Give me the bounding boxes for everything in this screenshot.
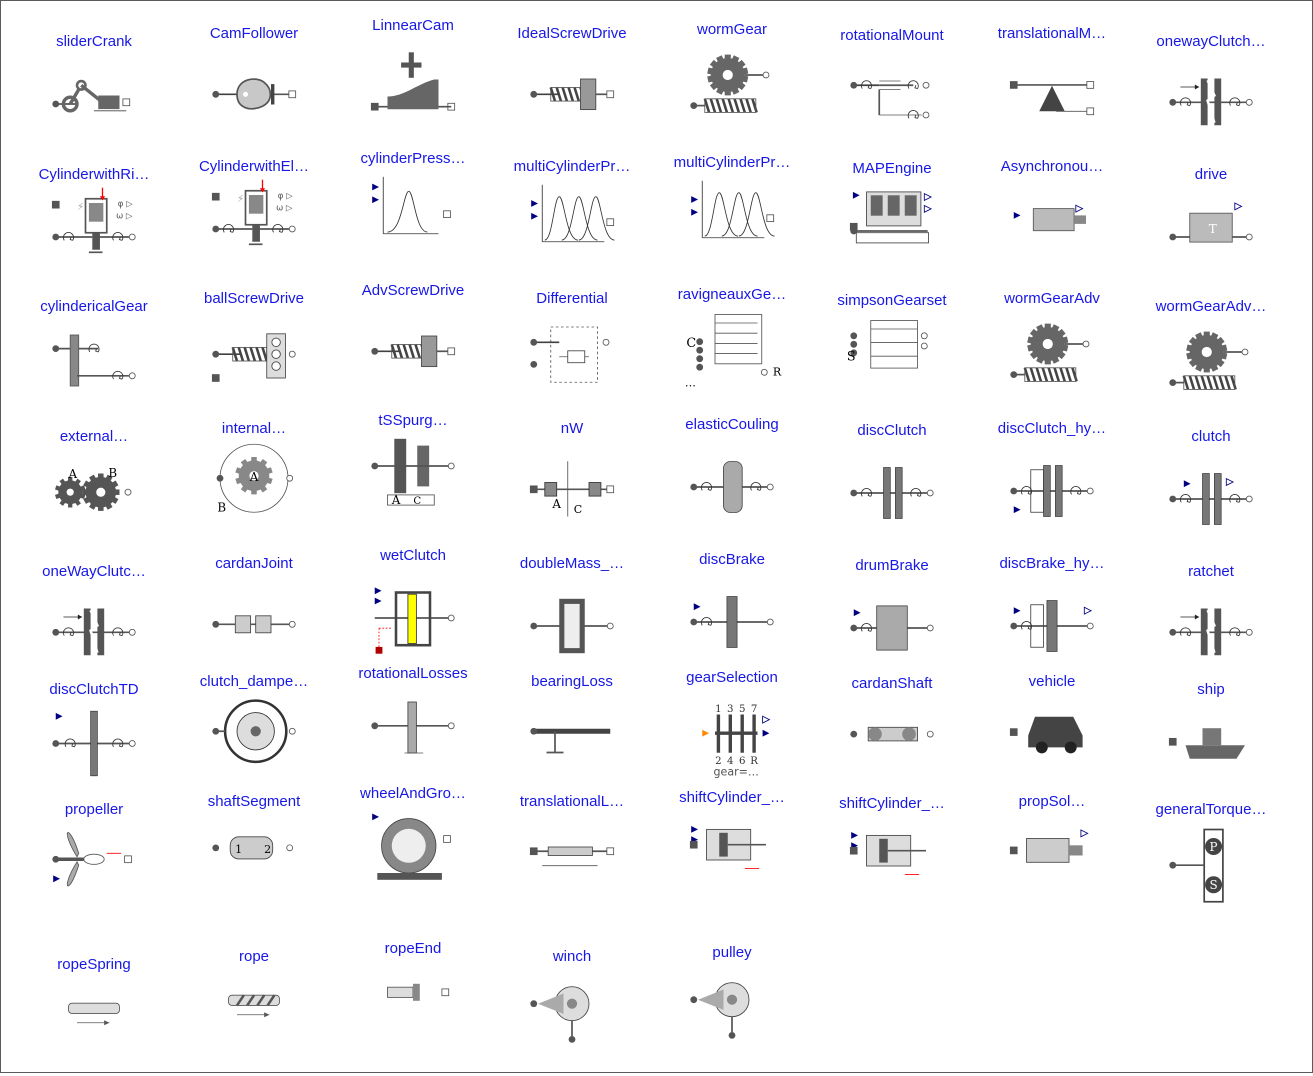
screw-drive-icon: [363, 302, 463, 387]
component-advscrewdrive[interactable]: [338, 282, 488, 402]
component-bearingloss[interactable]: [497, 673, 647, 793]
component-ropeend[interactable]: [338, 940, 488, 1060]
translational-losses-icon: [522, 813, 622, 898]
oneway-clutch-icon: [1161, 53, 1261, 138]
svg-text:R: R: [750, 755, 758, 767]
multi-pressure-curve-icon: [682, 174, 782, 259]
component-label: simpsonGearset: [837, 292, 947, 309]
component-label: propeller: [64, 801, 124, 818]
component-onewayclutc[interactable]: [19, 563, 169, 683]
component-label: discClutch_hy…: [997, 420, 1107, 437]
component-label: tSSpurg…: [378, 412, 448, 429]
svg-text:3: 3: [727, 703, 734, 715]
component-label: ballScrewDrive: [203, 290, 305, 307]
component-wormgear[interactable]: [657, 21, 807, 141]
motor-icon: [1002, 178, 1102, 263]
component-multicylinderpr[interactable]: [657, 154, 807, 274]
component-label: discBrake: [699, 551, 765, 568]
component-label: wormGearAdv: [1004, 290, 1100, 307]
svg-text:C: C: [413, 496, 422, 508]
component-label: shiftCylinder_…: [839, 795, 945, 812]
component-ravigneauxge[interactable]: [657, 286, 807, 406]
component-doublemass[interactable]: [497, 555, 647, 675]
component-discclutch[interactable]: [817, 422, 967, 542]
pressure-curve-icon: [363, 170, 463, 255]
clutch-icon: [1161, 448, 1261, 533]
bearing-loss-icon: [522, 693, 622, 778]
internal-gear-icon: [204, 440, 304, 525]
component-camfollower[interactable]: [179, 25, 329, 145]
rope-end-icon: [363, 960, 463, 1045]
svg-text:A: A: [249, 469, 259, 484]
component-label: cardanShaft: [851, 675, 933, 692]
component-nw[interactable]: [497, 420, 647, 540]
oneway-clutch-icon: [44, 583, 144, 668]
component-tsspurg[interactable]: [338, 412, 488, 532]
component-label: wheelAndGro…: [360, 785, 466, 802]
component-cylindericalgear[interactable]: [19, 298, 169, 418]
component-label: MAPEngine: [852, 160, 932, 177]
component-discclutch-hy[interactable]: [977, 420, 1127, 540]
component-discbrake[interactable]: [657, 551, 807, 671]
clutch-damper-icon: [204, 693, 304, 778]
svg-text:S: S: [846, 349, 856, 365]
component-winch[interactable]: [497, 948, 647, 1068]
component-label: vehicle: [1028, 673, 1076, 690]
component-label: external…: [59, 428, 129, 445]
engine-icon: [842, 180, 942, 265]
worm-gear-icon: [682, 41, 782, 126]
svg-text:ω ▷: ω ▷: [276, 203, 293, 214]
component-label: discBrake_hy…: [999, 555, 1105, 572]
component-label: translationalM…: [997, 25, 1107, 42]
svg-text:R: R: [772, 365, 782, 379]
component-label: wormGearAdv…: [1155, 298, 1267, 315]
component-shiftcylinder[interactable]: [817, 795, 967, 915]
component-label: wormGear: [696, 21, 767, 38]
svg-text:5: 5: [738, 703, 746, 715]
shift-cylinder-icon: [682, 809, 782, 894]
svg-text:B: B: [217, 500, 227, 515]
component-translationall[interactable]: [497, 793, 647, 913]
shift-cylinder-icon: [842, 815, 942, 900]
component-label: oneWayClutc…: [42, 563, 146, 580]
component-label: CylinderwithEl…: [198, 158, 310, 175]
svg-text:⚡: ⚡: [237, 193, 245, 205]
propeller-icon: [44, 821, 144, 906]
worm-gear-icon: [1161, 318, 1261, 403]
disc-clutch-hydraulic-icon: [1002, 440, 1102, 525]
component-shiftcylinder[interactable]: [657, 789, 807, 909]
component-translationalm[interactable]: [977, 25, 1127, 145]
pulley-icon: [682, 964, 782, 1049]
svg-text:S: S: [1209, 878, 1218, 892]
rope-icon: [204, 968, 304, 1053]
component-cardanjoint[interactable]: [179, 555, 329, 675]
svg-text:ω ▷: ω ▷: [116, 211, 133, 222]
multi-pressure-curve-icon: [522, 178, 622, 263]
component-shaftsegment[interactable]: [179, 793, 329, 913]
component-ship[interactable]: [1136, 681, 1286, 801]
component-label: rope: [238, 948, 270, 965]
component-label: ravigneauxGe…: [677, 286, 787, 303]
wheel-ground-icon: [363, 805, 463, 890]
component-label: multiCylinderPr…: [673, 154, 791, 171]
component-label: ropeEnd: [384, 940, 442, 957]
svg-text:A: A: [552, 497, 561, 511]
component-label: internal…: [221, 420, 287, 437]
rotational-losses-icon: [363, 685, 463, 770]
component-label: CamFollower: [209, 25, 299, 42]
component-ropespring[interactable]: [19, 956, 169, 1076]
svg-text:6: 6: [738, 755, 746, 767]
component-label: ship: [1197, 681, 1225, 698]
component-drumbrake[interactable]: [817, 557, 967, 677]
component-cylinderpress[interactable]: [338, 150, 488, 270]
wet-clutch-icon: [363, 567, 463, 652]
component-label: Differential: [536, 290, 608, 307]
component-drive[interactable]: [1136, 166, 1286, 286]
svg-text:C: C: [686, 335, 697, 351]
elastic-coupling-icon: [682, 436, 782, 521]
component-label: bearingLoss: [531, 673, 613, 690]
svg-text:φ ▷: φ ▷: [117, 199, 133, 210]
component-label: gearSelection: [686, 669, 778, 686]
component-propeller[interactable]: [19, 801, 169, 921]
component-external[interactable]: [19, 428, 169, 548]
linear-cam-icon: [363, 37, 463, 122]
component-label: LinnearCam: [372, 17, 454, 34]
component-cardanshaft[interactable]: [817, 675, 967, 795]
component-label: nW: [560, 420, 584, 437]
component-label: ratchet: [1188, 563, 1234, 580]
component-cylinderwithri[interactable]: [19, 166, 169, 286]
component-label: sliderCrank: [56, 33, 132, 50]
differential-icon: [522, 310, 622, 395]
drum-brake-icon: [842, 577, 942, 662]
component-label: propSol…: [1018, 793, 1086, 810]
disc-brake-icon: [682, 571, 782, 656]
component-propsol[interactable]: [977, 793, 1127, 913]
svg-text:…: …: [684, 376, 696, 390]
component-label: clutch: [1191, 428, 1231, 445]
component-wormgearadv[interactable]: [977, 290, 1127, 410]
component-label: winch: [552, 948, 592, 965]
component-ballscrewdrive[interactable]: [179, 290, 329, 410]
simpson-gearset-icon: [842, 312, 942, 397]
svg-text:A: A: [391, 493, 401, 508]
component-label: rotationalLosses: [358, 665, 468, 682]
double-mass-icon: [522, 575, 622, 660]
component-label: shiftCylinder_…: [679, 789, 785, 806]
ratchet-icon: [1161, 583, 1261, 668]
component-label: doubleMass_…: [519, 555, 625, 572]
component-label: AdvScrewDrive: [361, 282, 465, 299]
svg-text:4: 4: [727, 755, 734, 767]
component-label: generalTorque…: [1155, 801, 1267, 818]
component-label: rotationalMount: [840, 27, 944, 44]
component-label: cardanJoint: [215, 555, 293, 572]
cylindrical-gear-icon: [44, 318, 144, 403]
worm-gear-icon: [1002, 310, 1102, 395]
slider-crank-icon: [44, 53, 144, 138]
component-label: drive: [1194, 166, 1228, 183]
disc-brake-hydraulic-icon: [1002, 575, 1102, 660]
component-label: drumBrake: [855, 557, 929, 574]
component-label: wetClutch: [380, 547, 446, 564]
cardan-joint-icon: [204, 575, 304, 660]
component-wormgearadv[interactable]: [1136, 298, 1286, 418]
component-label: elasticCouling: [685, 416, 779, 433]
nw-icon: [522, 440, 622, 525]
component-simpsongearset[interactable]: [817, 292, 967, 412]
component-label: discClutchTD: [49, 681, 139, 698]
component-discclutchtd[interactable]: [19, 681, 169, 801]
cam-follower-icon: [204, 45, 304, 130]
component-rope[interactable]: [179, 948, 329, 1068]
ball-screw-icon: [204, 310, 304, 395]
component-slidercrank[interactable]: [19, 33, 169, 153]
svg-text:⚡: ⚡: [77, 201, 85, 213]
component-onewayclutch[interactable]: [1136, 33, 1286, 153]
svg-text:gear=…: gear=…: [713, 765, 759, 779]
component-label: onewayClutch…: [1156, 33, 1266, 50]
component-mapengine[interactable]: [817, 160, 967, 280]
component-label: discClutch: [857, 422, 927, 439]
cylinder-icon: [44, 186, 144, 271]
svg-text:T: T: [1208, 221, 1217, 236]
ship-icon: [1161, 701, 1261, 786]
component-label: multiCylinderPr…: [513, 158, 631, 175]
svg-text:P: P: [1209, 839, 1218, 854]
external-gear-icon: [44, 448, 144, 533]
svg-text:1: 1: [715, 703, 722, 715]
component-label: ropeSpring: [57, 956, 131, 973]
vehicle-icon: [1002, 693, 1102, 778]
component-wetclutch[interactable]: [338, 547, 488, 667]
drive-icon: [1161, 186, 1261, 271]
shaft-segment-icon: [204, 813, 304, 898]
rope-spring-icon: [44, 976, 144, 1061]
svg-text:φ ▷: φ ▷: [277, 191, 293, 202]
component-vehicle[interactable]: [977, 673, 1127, 793]
component-label: clutch_dampe…: [199, 673, 309, 690]
component-generaltorque[interactable]: [1136, 801, 1286, 921]
component-label: IdealScrewDrive: [517, 25, 627, 42]
general-torque-icon: [1161, 821, 1261, 906]
component-differential[interactable]: [497, 290, 647, 410]
component-asynchronou[interactable]: [977, 158, 1127, 278]
component-rotationallosses[interactable]: [338, 665, 488, 785]
component-idealscrewdrive[interactable]: [497, 25, 647, 145]
ravigneaux-icon: [682, 306, 782, 391]
component-label: cylindericalGear: [40, 298, 148, 315]
component-multicylinderpr[interactable]: [497, 158, 647, 278]
component-label: CylinderwithRi…: [38, 166, 150, 183]
svg-text:1: 1: [235, 842, 243, 856]
svg-text:7: 7: [750, 703, 758, 715]
component-internal[interactable]: [179, 420, 329, 540]
component-clutch[interactable]: [1136, 428, 1286, 548]
component-cylinderwithel[interactable]: [179, 158, 329, 278]
svg-text:A: A: [68, 466, 78, 481]
cylinder-icon: [204, 178, 304, 263]
translational-mount-icon: [1002, 45, 1102, 130]
prop-solenoid-icon: [1002, 813, 1102, 898]
svg-text:C: C: [573, 503, 583, 517]
svg-text:B: B: [108, 465, 118, 480]
component-gearselection[interactable]: [657, 669, 807, 789]
winch-icon: [522, 968, 622, 1053]
component-rotationalmount[interactable]: [817, 27, 967, 147]
component-wheelandgro[interactable]: [338, 785, 488, 905]
component-label: Asynchronou…: [1000, 158, 1104, 175]
component-elasticcouling[interactable]: [657, 416, 807, 536]
screw-drive-icon: [522, 45, 622, 130]
component-discbrake-hy[interactable]: [977, 555, 1127, 675]
gear-selection-icon: [682, 689, 782, 779]
svg-text:2: 2: [715, 755, 722, 767]
component-pulley[interactable]: [657, 944, 807, 1064]
component-linnearcam[interactable]: [338, 17, 488, 137]
component-label: pulley: [712, 944, 752, 961]
component-label: translationalL…: [519, 793, 625, 810]
disc-clutch-td-icon: [44, 701, 144, 786]
component-label: cylinderPress…: [360, 150, 466, 167]
svg-text:2: 2: [264, 842, 272, 856]
rotational-mount-icon: [842, 47, 942, 132]
disc-clutch-icon: [842, 442, 942, 527]
component-ratchet[interactable]: [1136, 563, 1286, 683]
cardan-shaft-icon: [842, 695, 942, 780]
component-clutch-dampe[interactable]: [179, 673, 329, 793]
spur-gear-icon: [363, 432, 463, 517]
component-label: shaftSegment: [207, 793, 301, 810]
